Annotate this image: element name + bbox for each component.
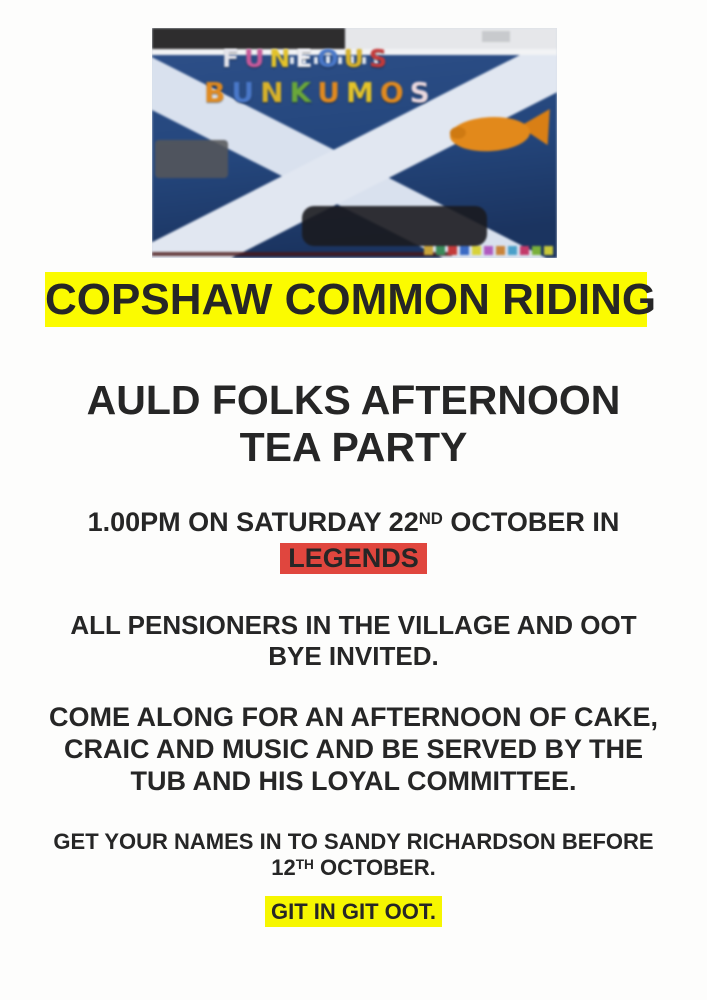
names-line2 bbox=[0, 855, 707, 884]
date-text: 1.00PM ON SATURDAY 22 bbox=[87, 507, 419, 537]
date-venue bbox=[0, 506, 707, 575]
event-heading bbox=[0, 377, 707, 471]
venue-line bbox=[0, 542, 707, 575]
magnet-letter: O bbox=[379, 76, 404, 109]
invitation-text bbox=[0, 610, 707, 672]
black-object bbox=[302, 206, 487, 246]
magnet-letter: O bbox=[317, 44, 339, 73]
come-along-line2: CRAIC AND MUSIC AND BE SERVED BY THE bbox=[63, 734, 644, 764]
names-line1: GET YOUR NAMES IN TO SANDY RICHARDSON BEFORE bbox=[53, 829, 654, 854]
magnet-letter: N bbox=[260, 76, 284, 109]
magnet-letter: E bbox=[295, 44, 313, 73]
colour-strip bbox=[424, 246, 553, 255]
come-along-line3: TUB AND HIS LOYAL COMMITTEE. bbox=[130, 766, 577, 796]
date-text-after: OCTOBER IN bbox=[442, 507, 620, 537]
magnet-letter: K bbox=[289, 76, 312, 109]
date-line bbox=[0, 506, 707, 542]
invitation-line2: BYE INVITED. bbox=[268, 641, 439, 671]
come-along-text bbox=[0, 701, 707, 797]
deadline-ordinal-superscript: TH bbox=[295, 857, 314, 873]
slogan-highlight: GIT IN GIT OOT. bbox=[265, 896, 442, 927]
magnetic-letters-row-2 bbox=[204, 76, 430, 109]
flag-photo bbox=[152, 28, 557, 258]
maroon-line bbox=[152, 252, 452, 256]
magnet-letter: U bbox=[343, 44, 364, 73]
magnet-letter: F bbox=[222, 44, 240, 73]
magnet-letter: M bbox=[345, 76, 374, 109]
grey-patch bbox=[482, 31, 510, 42]
deadline-day: 12 bbox=[271, 855, 296, 880]
dark-smudge bbox=[155, 140, 228, 178]
deadline-month: OCTOBER. bbox=[313, 855, 436, 880]
slogan bbox=[0, 896, 707, 927]
magnet-letter: U bbox=[317, 76, 340, 109]
magnet-letter: U bbox=[244, 44, 265, 73]
names-deadline-text bbox=[0, 829, 707, 884]
magnet-letter: B bbox=[204, 76, 226, 109]
magnet-letter: S bbox=[409, 76, 430, 109]
come-along-line1: COME ALONG FOR AN AFTERNOON OF CAKE, bbox=[49, 702, 658, 732]
magnet-letter: N bbox=[269, 44, 291, 73]
event-heading-line2: TEA PARTY bbox=[239, 424, 468, 470]
page-title: COPSHAW COMMON RIDING bbox=[45, 272, 647, 327]
date-ordinal-superscript: ND bbox=[418, 508, 443, 528]
venue-highlight: LEGENDS bbox=[280, 543, 427, 574]
event-heading-line1: AULD FOLKS AFTERNOON bbox=[86, 377, 621, 423]
invitation-line1: ALL PENSIONERS IN THE VILLAGE AND OOT bbox=[70, 610, 637, 640]
magnetic-letters-row-1 bbox=[222, 44, 387, 73]
magnet-letter: U bbox=[231, 76, 255, 109]
magnet-letter: S bbox=[368, 44, 387, 73]
